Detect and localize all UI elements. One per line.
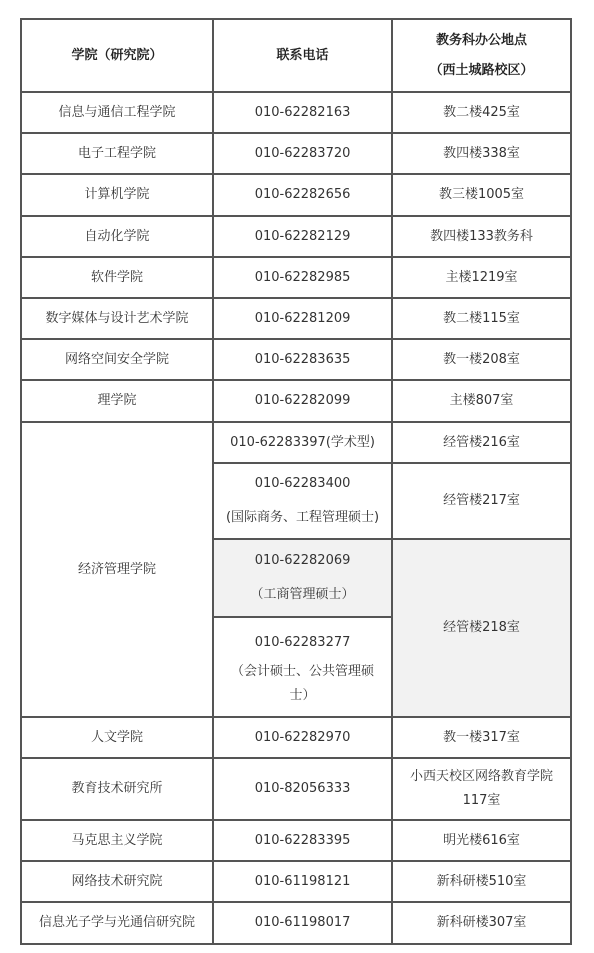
phone-note: (国际商务、工程管理硕士)	[225, 510, 380, 525]
phone-cell: 010-62283720	[213, 133, 392, 174]
college-cell: 网络空间安全学院	[21, 339, 213, 380]
table-row	[21, 902, 571, 944]
office-cell: 主楼807室	[392, 380, 571, 422]
table-row	[21, 257, 571, 298]
phone-cell: 010-62282970	[213, 717, 392, 758]
office-cell: 明光楼616室	[392, 820, 571, 861]
contacts-table	[20, 18, 572, 945]
header-office-line1: 教务科办公地点	[436, 32, 528, 48]
college-cell: 教育技术研究所	[21, 758, 213, 820]
table-row	[21, 861, 571, 902]
phone-line: 010-62283277	[254, 635, 351, 650]
office-cell: 教三楼1005室	[392, 174, 571, 216]
phone-cell: 010-62282099	[213, 380, 392, 422]
phone-cell: 010-61198121	[213, 861, 392, 902]
college-cell: 马克思主义学院	[21, 820, 213, 861]
college-cell: 计算机学院	[21, 174, 213, 216]
table-row	[21, 758, 571, 820]
table-row	[21, 133, 571, 174]
college-cell: 经济管理学院	[21, 422, 213, 717]
phone-cell	[213, 539, 392, 617]
office-cell: 经管楼217室	[392, 463, 571, 539]
office-line: 小西天校区网络教育学院	[410, 769, 554, 784]
office-cell	[392, 758, 571, 820]
header-office-line2: （西土城路校区）	[429, 62, 534, 78]
college-cell: 人文学院	[21, 717, 213, 758]
office-cell: 新科研楼510室	[392, 861, 571, 902]
table-row	[21, 717, 571, 758]
college-cell: 信息与通信工程学院	[21, 92, 213, 133]
phone-cell	[213, 617, 392, 717]
college-cell: 信息光子学与光通信研究院	[21, 902, 213, 944]
office-cell: 教一楼208室	[392, 339, 571, 380]
contacts-table-wrapper	[20, 18, 572, 945]
college-cell: 软件学院	[21, 257, 213, 298]
phone-cell: 010-62283395	[213, 820, 392, 861]
office-cell: 经管楼218室	[392, 539, 571, 717]
header-college: 学院（研究院）	[21, 19, 213, 92]
table-row	[21, 216, 571, 257]
table-header-row	[21, 19, 571, 92]
college-cell: 理学院	[21, 380, 213, 422]
office-cell: 教四楼133教务科	[392, 216, 571, 257]
office-cell: 教四楼338室	[392, 133, 571, 174]
phone-line: 010-62283400	[254, 476, 351, 491]
office-cell: 教二楼115室	[392, 298, 571, 339]
office-line: 117室	[462, 793, 501, 808]
college-cell: 电子工程学院	[21, 133, 213, 174]
phone-cell: 010-62282163	[213, 92, 392, 133]
phone-cell: 010-61198017	[213, 902, 392, 944]
table-row	[21, 298, 571, 339]
phone-line: 010-62282069	[254, 553, 351, 568]
phone-cell: 010-62282985	[213, 257, 392, 298]
header-phone: 联系电话	[213, 19, 392, 92]
header-office	[392, 19, 571, 92]
phone-cell: 010-62283397(学术型)	[213, 422, 392, 463]
office-cell: 教一楼317室	[392, 717, 571, 758]
table-row	[21, 174, 571, 216]
office-cell: 主楼1219室	[392, 257, 571, 298]
phone-cell: 010-62283635	[213, 339, 392, 380]
table-row	[21, 339, 571, 380]
phone-cell: 010-62282129	[213, 216, 392, 257]
table-row	[21, 92, 571, 133]
phone-cell	[213, 463, 392, 539]
table-row	[21, 422, 571, 463]
phone-cell: 010-82056333	[213, 758, 392, 820]
office-cell: 经管楼216室	[392, 422, 571, 463]
office-cell: 教二楼425室	[392, 92, 571, 133]
phone-cell: 010-62282656	[213, 174, 392, 216]
college-cell: 数字媒体与设计艺术学院	[21, 298, 213, 339]
college-cell: 自动化学院	[21, 216, 213, 257]
phone-note: （工商管理硕士）	[250, 587, 355, 602]
table-row	[21, 380, 571, 422]
college-cell: 网络技术研究院	[21, 861, 213, 902]
phone-cell: 010-62281209	[213, 298, 392, 339]
table-row	[21, 820, 571, 861]
phone-note: （会计硕士、公共管理硕士）	[231, 664, 375, 703]
office-cell: 新科研楼307室	[392, 902, 571, 944]
